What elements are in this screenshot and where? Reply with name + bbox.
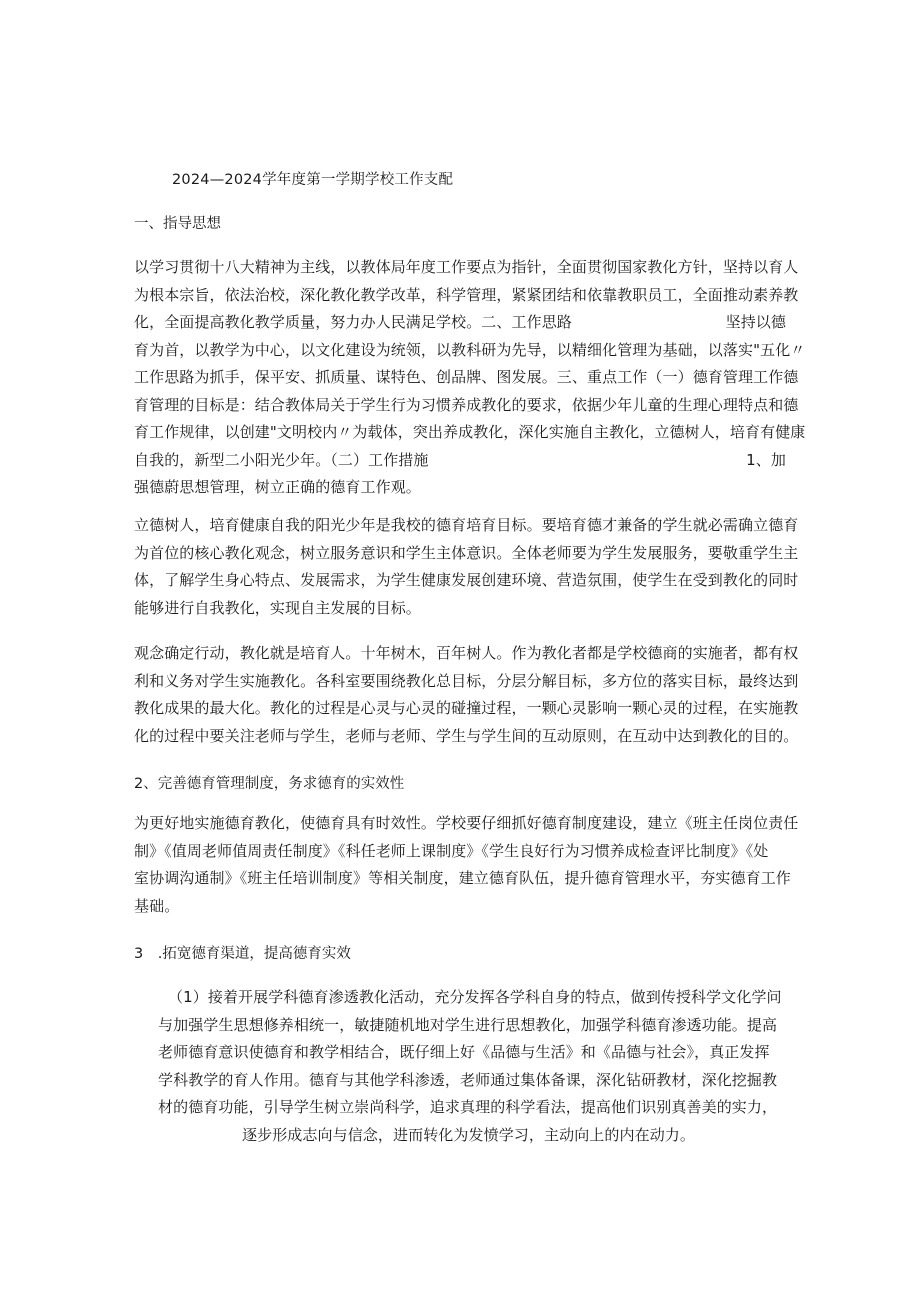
paragraph-moral-goal: [134, 512, 799, 622]
text-line: 观念确定行动，教化就是培育人。十年树木，百年树人。作为教化者都是学校德商的实施者，都有权: [134, 644, 799, 662]
text-line: 材的德育功能，引导学生树立崇尚科学，追求真理的科学看法，提高他们识别真善美的实力，: [158, 1098, 778, 1116]
text-fragment: 自我的，新型二小阳光少年。（二）工作措施: [134, 450, 429, 469]
text-line: 育为首，以教学为中心，以文化建设为统领，以教科研为先导，以精细化管理为基础，以落实"五化〃: [134, 340, 806, 359]
paragraph-guiding-ideology: [134, 254, 806, 502]
paragraph-concept-action: [134, 640, 799, 750]
paragraph-moral-channels: [158, 984, 782, 1149]
section-heading-guiding-ideology: 一、指导思想: [134, 216, 221, 232]
text-fragment: 1、加: [746, 450, 786, 469]
section-heading-moral-channels: 3 .拓宽德育渠道，提高德育实效: [134, 946, 351, 962]
text-line: [134, 309, 786, 337]
text-line: （1）接着开展学科德育渗透教化活动，充分发挥各学科自身的特点，做到传授科学文化学问: [168, 988, 782, 1006]
text-line: 老师德育意识使德育和教学相结合，既仔细上好《品德与生活》和《品德与社会》，真正发挥: [158, 1043, 770, 1061]
text-line: 与加强学生思想修养相统一，敏捷随机地对学生进行思想教化，加强学科德育渗透功能。提高: [158, 1015, 778, 1034]
text-line: 为根本宗旨，依法治校，深化教化教学改革，科学管理，紧紧团结和依靠教职员工，全面推动素养教: [134, 285, 799, 304]
text-line: 为更好地实施德育教化，使德育具有时效性。学校要仔细抓好德育制度建设，建立《班主任岗位责任: [134, 814, 799, 832]
text-fragment: 化，全面提高教化教学质量，努力办人民满足学校。二、工作思路: [134, 313, 572, 331]
section-heading-management-system: 2、完善德育管理制度，务求德育的实效性: [134, 776, 405, 792]
text-line: 学科教学的育人作用。德育与其他学科渗透，老师通过集体备课，深化钻研教材，深化挖掘教: [158, 1070, 778, 1089]
text-line: 室协调沟通制》《班主任培训制度》等相关制度，建立德育队伍，提升德育管理水平，夯实德育工作: [134, 869, 791, 887]
text-line: 教化成果的最大化。教化的过程是心灵与心灵的碰撞过程，一颗心灵影响一颗心灵的过程，在实施教: [134, 699, 799, 717]
text-line: 育工作规律，以创建"文明校内〃为载体，突出养成教化，深化实施自主教化，立德树人，培育有健康: [134, 423, 806, 441]
text-line: 育管理的目标是：结合教体局关于学生行为习惯养成教化的要求，依据少年儿童的生理心理特点和德: [134, 395, 799, 414]
text-line: 基础。: [134, 896, 180, 915]
text-line: 为首位的核心教化观念，树立服务意识和学生主体意识。全体老师要为学生发展服务，要敬重学生主: [134, 543, 799, 562]
text-line: 制》《值周老师值周责任制度》《科任老师上课制度》《学生良好行为习惯养成检查评比制度》《处: [134, 841, 769, 860]
text-line: 体，了解学生身心特点、发展需求，为学生健康发展创建环境、营造氛围，使学生在受到教化的同时: [134, 571, 799, 589]
text-line: 以学习贯彻十八大精神为主线，以教体局年度工作要点为指针，全面贯彻国家教化方针，坚持以育人: [134, 258, 799, 276]
text-line: 利和义务对学生实施教化。各科室要围绕教化总目标，分层分解目标，多方位的落实目标，最终达到: [134, 671, 799, 690]
text-line: 逐步形成志向与信念，进而转化为发愤学习，主动向上的内在动力。: [242, 1125, 696, 1144]
document-title: 2024—2024学年度第一学期学校工作支配: [172, 172, 454, 188]
text-line: [134, 447, 786, 475]
text-line: 工作思路为抓手，保平安、抓质量、谋特色、创品牌、图发展。三、重点工作（一）德育管理工作德: [134, 368, 799, 386]
text-fragment: 坚持以德: [725, 313, 786, 331]
text-line: 强德蔚思想管理，树立正确的德育工作观。: [134, 478, 421, 496]
text-line: 化的过程中要关注老师与学生，老师与老师、学生与学生间的互动原则，在互动中达到教化的目的。: [134, 726, 799, 745]
text-line: 能够进行自我教化，实现自主发展的目标。: [134, 598, 421, 617]
paragraph-management-system: [134, 810, 799, 920]
text-line: 立德树人，培育健康自我的阳光少年是我校的德育培育目标。要培育德才兼备的学生就必需确立德育: [134, 516, 799, 534]
